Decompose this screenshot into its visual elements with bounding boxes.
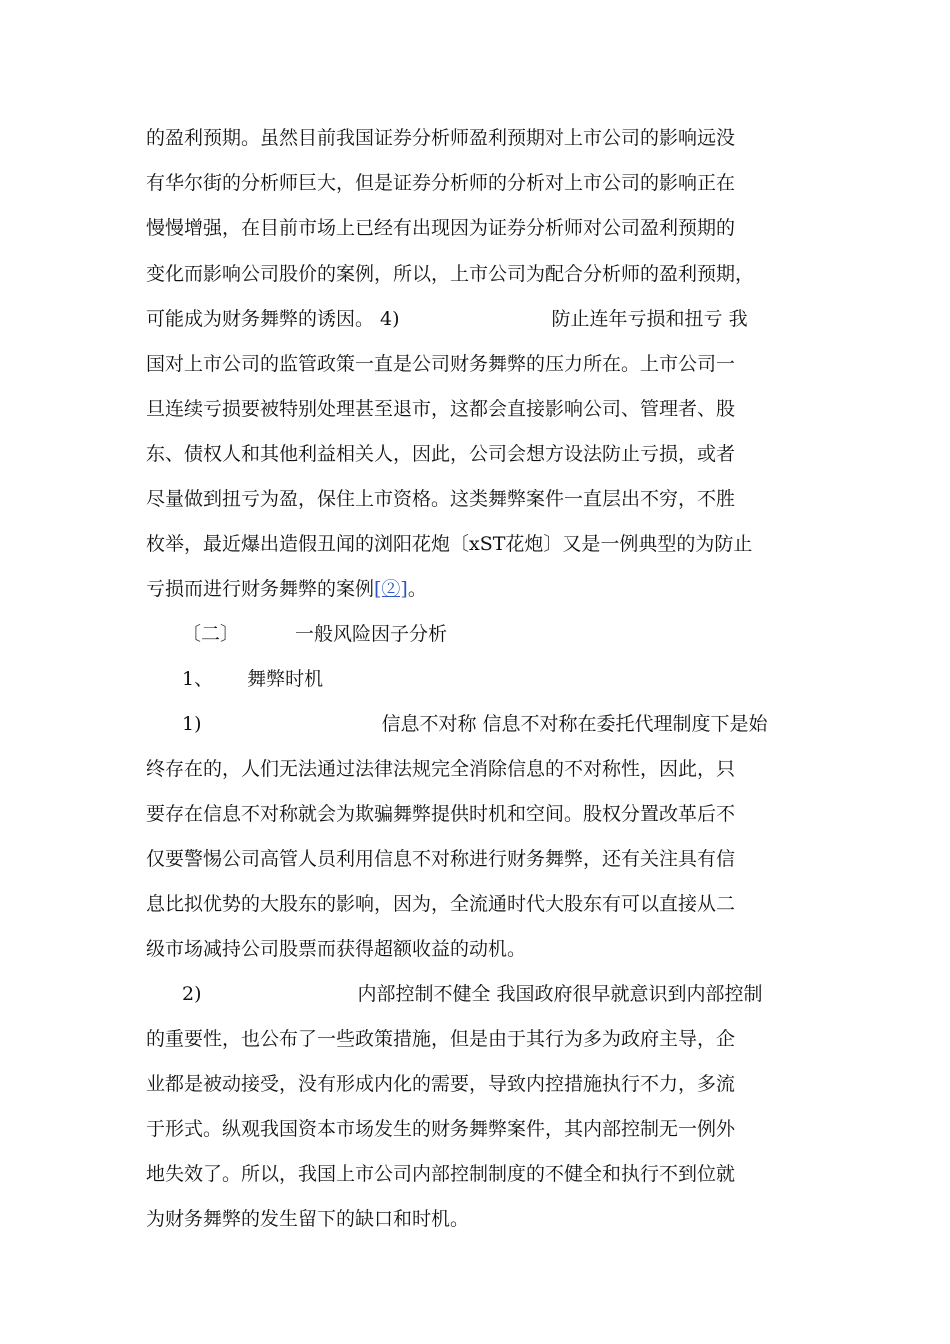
body-line: 变化而影响公司股价的案例，所以，上市公司为配合分析师的盈利预期，: [146, 263, 755, 285]
body-line: 的重要性，也公布了一些政策措施，但是由于其行为多为政府主导，企: [146, 1028, 736, 1050]
body-text: 信息不对称 信息不对称在委托代理制度下是始: [381, 713, 768, 735]
subheading-inline: 防止连年亏损和扭亏 我: [551, 308, 748, 330]
body-line: 枚举，最近爆出造假丑闻的浏阳花炮〔xST花炮〕又是一例典型的为防止: [146, 533, 753, 555]
subsection-title: 舞弊时机: [247, 668, 324, 690]
body-line: 尽量做到扭亏为盈，保住上市资格。这类舞弊案件一直层出不穷，不胜: [146, 488, 736, 510]
body-text: 可能成为财务舞弊的诱因。 4): [146, 308, 400, 330]
body-line: [182, 982, 763, 1006]
body-line: 慢慢增强，在目前市场上已经有出现因为证券分析师对公司盈利预期的: [146, 217, 736, 239]
section-heading: [182, 622, 447, 646]
body-line: 有华尔街的分析师巨大，但是证券分析师的分析对上市公司的影响正在: [146, 172, 736, 194]
section-number: 〔二〕: [182, 623, 240, 645]
body-line: [146, 577, 427, 601]
body-line: 的盈利预期。虽然目前我国证券分析师盈利预期对上市公司的影响远没: [146, 127, 736, 149]
body-line: 旦连续亏损要被特别处理甚至退市，这都会直接影响公司、管理者、股: [146, 398, 736, 420]
body-line: 地失效了。所以，我国上市公司内部控制制度的不健全和执行不到位就: [146, 1163, 736, 1185]
body-text: 。: [407, 578, 427, 600]
body-line: 终存在的，人们无法通过法律法规完全消除信息的不对称性，因此，只: [146, 758, 736, 780]
body-line: 息比拟优势的大股东的影响，因为，全流通时代大股东有可以直接从二: [146, 893, 736, 915]
body-line: 级市场减持公司股票而获得超额收益的动机。: [146, 938, 527, 960]
item-number: 2): [182, 983, 202, 1005]
body-text: 内部控制不健全 我国政府很早就意识到内部控制: [357, 983, 763, 1005]
body-line: [182, 712, 768, 736]
body-text: 亏损而进行财务舞弊的案例: [146, 578, 375, 600]
body-line: [146, 307, 748, 331]
body-line: 东、债权人和其他利益相关人，因此，公司会想方设法防止亏损，或者: [146, 443, 736, 465]
footnote-ref-link[interactable]: [②]: [374, 578, 408, 600]
section-title: 一般风险因子分析: [295, 623, 448, 645]
body-line: 国对上市公司的监管政策一直是公司财务舞弊的压力所在。上市公司一: [146, 353, 736, 375]
item-number: 1): [182, 713, 202, 735]
body-line: 为财务舞弊的发生留下的缺口和时机。: [146, 1208, 470, 1230]
body-line: 于形式。纵观我国资本市场发生的财务舞弊案件，其内部控制无一例外: [146, 1118, 736, 1140]
body-line: 要存在信息不对称就会为欺骗舞弊提供时机和空间。股权分置改革后不: [146, 803, 736, 825]
subsection-number: 1、: [182, 668, 214, 690]
subsection-heading: [182, 667, 323, 691]
body-line: 业都是被动接受，没有形成内化的需要，导致内控措施执行不力，多流: [146, 1073, 736, 1095]
body-line: 仅要警惕公司高管人员利用信息不对称进行财务舞弊，还有关注具有信: [146, 848, 736, 870]
